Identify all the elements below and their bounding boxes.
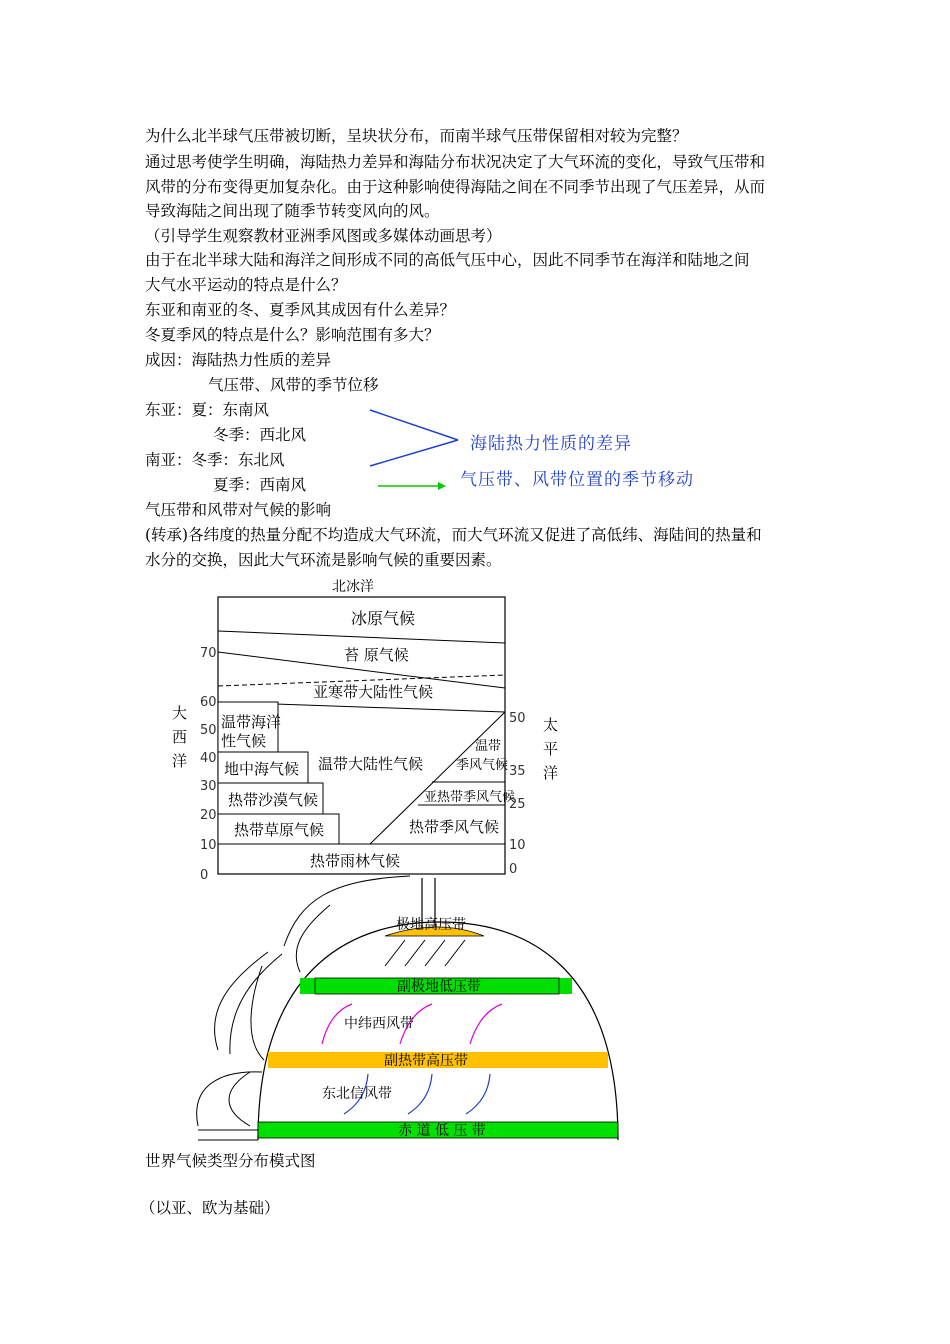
zone-subarctic: 亚寒带大陆性气候: [313, 683, 434, 701]
label-atlantic: 大: [172, 704, 188, 722]
paragraph: 通过思考使学生明确，海陆热力差异和海陆分布状况决定了大气环流的变化，导致气压带和: [145, 153, 766, 171]
paragraph: 风带的分布变得更加复杂化。由于这种影响使得海陆之间在不同季节出现了气压差异，从而: [145, 178, 766, 196]
paragraph: 由于在北半球大陆和海洋之间形成不同的高低气压中心，因此不同季节在海洋和陆地之间: [145, 251, 750, 269]
label-equatorial-low: 赤 道 低 压 带: [398, 1123, 486, 1139]
pressure-diagram: [197, 874, 618, 1140]
climate-diagram: [172, 579, 558, 883]
paragraph: 南亚：冬季：东北风: [145, 451, 285, 469]
paragraph: 水分的交换，因此大气环流是影响气候的重要因素。: [145, 551, 502, 569]
zone-tundra: 苔 原气候: [344, 646, 409, 664]
zone-savanna: 热带草原气候: [234, 821, 325, 839]
right-tick: 50: [509, 711, 526, 726]
label-pacific: 洋: [543, 764, 559, 782]
label-subtropical-high: 副热带高压带: [384, 1053, 468, 1069]
paragraph: (转承)各纬度的热量分配不均造成大气环流，而大气环流又促进了高低纬、海陆间的热量和: [145, 526, 762, 544]
zone-ice: 冰原气候: [351, 609, 416, 628]
left-tick: 10: [200, 838, 217, 853]
paragraph: 为什么北半球气压带被切断，呈块状分布，而南半球气压带保留相对较为完整？: [145, 127, 688, 145]
right-tick: 10: [509, 838, 526, 853]
paragraph: 冬夏季风的特点是什么？影响范围有多大？: [145, 326, 440, 344]
zone-temp-ocean-2: 性气候: [221, 732, 267, 750]
label-westerlies: 中纬西风带: [344, 1016, 414, 1032]
zone-temp-monsoon: 温带: [475, 739, 502, 754]
label-subpolar-low: 副极地低压带: [397, 979, 481, 995]
paragraph: 成因：海陆热力性质的差异: [145, 351, 332, 369]
zone-desert: 热带沙漠气候: [228, 791, 319, 809]
right-tick: 25: [509, 797, 526, 812]
left-tick: 50: [200, 723, 217, 738]
left-tick: 40: [200, 751, 217, 766]
right-tick: 0: [509, 862, 518, 877]
paragraph: 气压带和风带对气候的影响: [145, 501, 332, 519]
zone-subtropical-monsoon: 亚热带季风气候: [424, 790, 516, 805]
paragraph: （引导学生观察教材亚洲季风图或多媒体动画思考）: [145, 227, 502, 245]
label-trade-winds: 东北信风带: [322, 1086, 392, 1102]
left-tick: 20: [200, 808, 217, 823]
zone-temp-monsoon-2: 季风气候: [456, 758, 509, 773]
zone-temp-ocean: 温带海洋: [221, 713, 282, 731]
left-tick: 70: [200, 646, 217, 661]
label-atlantic: 洋: [172, 752, 188, 770]
label-pacific: 太: [543, 716, 559, 734]
green-arrow: [378, 482, 446, 490]
bracket-arrow: [370, 410, 458, 466]
pressure-labels: [322, 916, 486, 1139]
right-tick: 35: [509, 764, 526, 779]
paragraph: 东亚：夏：东南风: [145, 401, 270, 419]
zone-mediterranean: 地中海气候: [224, 760, 300, 778]
left-tick: 30: [200, 779, 217, 794]
paragraph: 东亚和南亚的冬、夏季风其成因有什么差异？: [145, 301, 456, 319]
label-arctic: 北冰洋: [332, 579, 374, 595]
left-tick: 60: [200, 695, 217, 710]
footer-note: （以亚、欧为基础）: [140, 1199, 280, 1217]
zone-tropical-monsoon: 热带季风气候: [409, 818, 500, 836]
paragraph: 夏季：西南风: [213, 476, 307, 494]
left-tick: 0: [200, 868, 209, 883]
label-polar-high: 极地高压带: [396, 917, 466, 933]
label-atlantic: 西: [172, 728, 188, 746]
zone-rainforest: 热带雨林气候: [310, 852, 401, 870]
figure-caption: 世界气候类型分布模式图: [145, 1152, 316, 1170]
label-pacific: 平: [543, 740, 559, 758]
paragraph: 大气水平运动的特点是什么？: [145, 276, 347, 294]
annotation-thermal: 海陆热力性质的差异: [470, 434, 632, 454]
paragraph: 气压带、风带的季节位移: [208, 376, 379, 394]
zone-temp-continental: 温带大陆性气候: [318, 755, 424, 773]
paragraph: 导致海陆之间出现了随季节转变风向的风。: [145, 202, 440, 220]
paragraph: 冬季：西北风: [213, 426, 307, 444]
annotation-shift: 气压带、风带位置的季节移动: [460, 470, 694, 490]
